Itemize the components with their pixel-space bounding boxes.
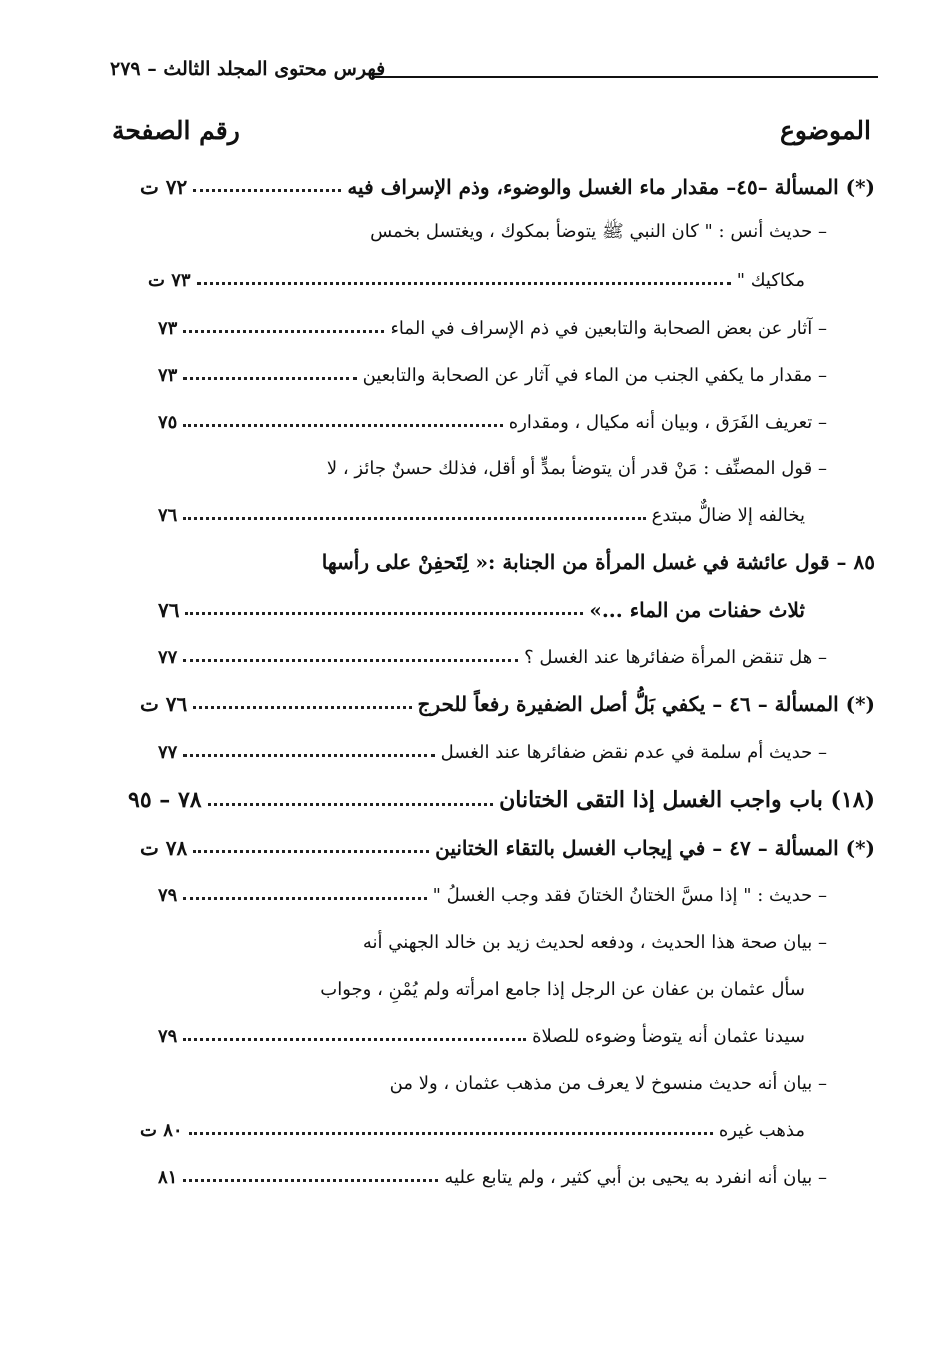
- leader-dots: [183, 506, 645, 524]
- leader-dots: [183, 1168, 438, 1186]
- leader-dots: [183, 648, 518, 666]
- index-entry: [140, 684, 875, 724]
- leader-dots: [208, 789, 493, 811]
- index-entry: [240, 213, 827, 253]
- entry-text: – حديث : " إذا مسَّ الختانُ الختانَ فقد وجب الغسلُ ": [432, 884, 827, 906]
- column-title-topic: الموضوع: [780, 116, 871, 145]
- entry-page: ٧٥: [158, 411, 178, 433]
- leader-dots: [193, 694, 411, 714]
- entry-text: (*) المسألة –٤٥– مقدار ماء الغسل والوضوء، وذم الإسراف فيه: [347, 175, 875, 199]
- entry-page: ٧٨ ت: [140, 836, 188, 860]
- entry-page: ٧٣: [158, 364, 178, 386]
- entry-page: ٨١: [158, 1166, 178, 1188]
- entry-text: – بيان أنه حديث منسوخ لا يعرف من مذهب عثمان ، ولا من: [389, 1072, 827, 1094]
- entry-text: – بيان أنه انفرد به يحيى بن أبي كثير ، ولم يتابع عليه: [444, 1166, 827, 1188]
- entry-page: ٧٨ – ٩٥: [128, 787, 202, 813]
- index-entry: [158, 732, 827, 772]
- entry-page: ٧٦ ت: [140, 692, 188, 716]
- leader-dots: [183, 1027, 526, 1045]
- index-entry: [230, 448, 827, 488]
- index-entry: [140, 167, 875, 207]
- index-entry: [280, 1063, 827, 1103]
- entry-text: سأل عثمان بن عفان عن الرجل إذا جامع امرأته ولم يُمْنِ ، وجواب: [320, 978, 805, 1000]
- index-entry: [230, 969, 805, 1009]
- entry-text: – تعريف الفَرَق ، وبيان أنه مكيال ، ومقداره: [508, 411, 827, 433]
- index-entry: [158, 495, 805, 535]
- index-entry: [140, 828, 875, 868]
- entry-text: ثلاث حفنات من الماء ...»: [589, 598, 805, 622]
- leader-dots: [197, 271, 731, 289]
- index-entry: [158, 590, 805, 630]
- index-entry: [158, 308, 827, 348]
- entry-page: ٧٧: [158, 741, 178, 763]
- index-entry: [230, 922, 827, 962]
- leader-dots: [183, 886, 426, 904]
- leader-dots: [189, 1121, 713, 1139]
- column-title-page: رقم الصفحة: [112, 116, 240, 145]
- entry-text: (١٨) باب واجب الغسل إذا التقى الختانان: [499, 787, 875, 813]
- entry-page: ٧٧: [158, 646, 178, 668]
- entry-page: ٧٣ ت: [148, 269, 191, 291]
- index-entry: [158, 637, 827, 677]
- entry-page: ٨٠ ت: [140, 1119, 183, 1141]
- leader-dots: [185, 600, 583, 620]
- entry-page: ٧٩: [158, 884, 178, 906]
- index-entry: [158, 402, 827, 442]
- entry-page: ٧٦: [158, 504, 178, 526]
- header-rule: [372, 76, 878, 78]
- entry-page: ٧٢ ت: [140, 175, 188, 199]
- entry-text: مذهب غيره: [718, 1119, 805, 1141]
- index-entry: [148, 260, 805, 300]
- index-entry: [158, 1157, 827, 1197]
- index-entry: [140, 1110, 805, 1150]
- entry-text: ٨٥ – قول عائشة في غسل المرأة من الجنابة :« لِتَحفِنْ على رأسها: [321, 550, 875, 574]
- leader-dots: [183, 366, 356, 384]
- entry-text: (*) المسألة – ٤٧ – في إيجاب الغسل بالتقاء الختانين: [435, 836, 875, 860]
- leader-dots: [183, 319, 384, 337]
- entry-text: يخالفه إلا ضالٌّ مبتدع: [651, 504, 805, 526]
- entry-text: سيدنا عثمان أنه يتوضأ وضوءه للصلاة: [532, 1025, 805, 1047]
- leader-dots: [193, 838, 429, 858]
- entry-text: – هل تنقض المرأة ضفائرها عند الغسل ؟: [524, 646, 827, 668]
- index-entry: [250, 542, 875, 582]
- chapter-heading: [128, 780, 875, 820]
- entry-page: ٧٩: [158, 1025, 178, 1047]
- entry-text: (*) المسألة – ٤٦ – يكفي بَلُّ أصل الضفيرة رفعاً للحرج: [417, 692, 875, 716]
- entry-text: – حديث أنس : " كان النبي ﷺ يتوضأ بمكوك ، ويغتسل بخمس: [370, 221, 827, 242]
- entry-text: – قول المصنِّف : مَنْ قدر أن يتوضأ بمدٍّ أو أقل، فذلك حسنٌ جائز ، لا: [326, 457, 827, 479]
- entry-text: – حديث أم سلمة في عدم نقض ضفائرها عند الغسل: [440, 741, 827, 763]
- running-header: فهرس محتوى المجلد الثالث – ٢٧٩: [110, 58, 386, 80]
- entry-text: – مقدار ما يكفي الجنب من الماء في آثار عن الصحابة والتابعين: [362, 364, 827, 386]
- leader-dots: [183, 743, 434, 761]
- leader-dots: [183, 413, 502, 431]
- entry-text: مكاكيك ": [736, 269, 805, 291]
- leader-dots: [193, 177, 341, 197]
- entry-text: – بيان صحة هذا الحديث ، ودفعه لحديث زيد بن خالد الجهني أنه: [362, 931, 827, 953]
- index-entry: [158, 875, 827, 915]
- index-entry: [158, 355, 827, 395]
- index-entry: [158, 1016, 805, 1056]
- entry-page: ٧٣: [158, 317, 178, 339]
- entry-text: – آثار عن بعض الصحابة والتابعين في ذم الإسراف في الماء: [390, 317, 827, 339]
- entry-page: ٧٦: [158, 598, 180, 622]
